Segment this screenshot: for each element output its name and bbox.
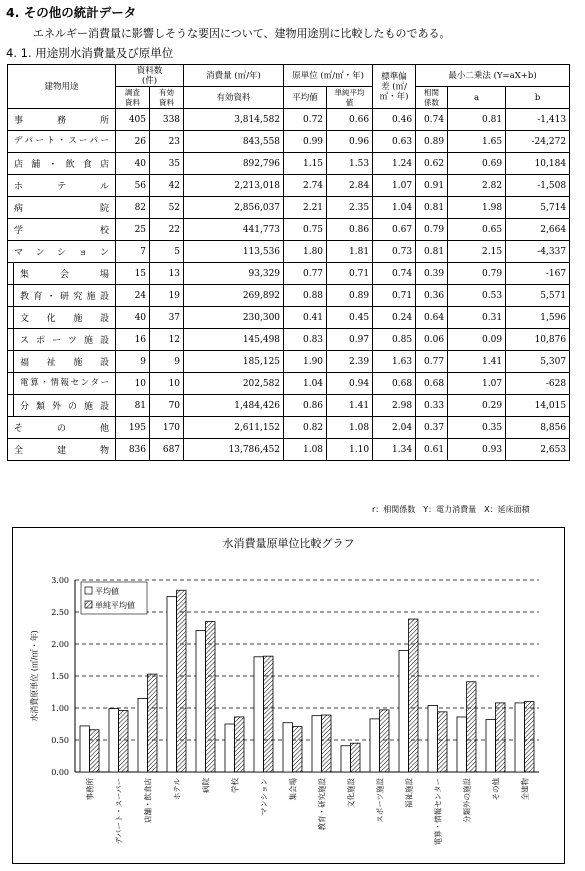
- cell-b: 2,653: [506, 439, 570, 461]
- cell-surveyed: 56: [116, 175, 150, 197]
- cell-valid: 170: [150, 417, 184, 439]
- table-row: [8, 175, 570, 197]
- x-tick-label: 教育・研究施設: [317, 778, 327, 831]
- cell-std: 0.71: [373, 285, 416, 307]
- cell-r: 0.06: [416, 329, 448, 351]
- cell-surveyed: 15: [116, 263, 150, 285]
- cell-surveyed: 81: [116, 395, 150, 417]
- bar-simple-avg: [206, 622, 216, 772]
- cell-std: 0.46: [373, 109, 416, 131]
- cell-simple-avg: 0.66: [327, 109, 373, 131]
- row-label: 全建物: [8, 439, 116, 461]
- cell-consumption: 202,582: [184, 373, 284, 395]
- cell-b: 8,856: [506, 417, 570, 439]
- row-label: 電算・情報センター: [14, 373, 116, 395]
- bar-avg: [283, 723, 293, 772]
- cell-simple-avg: 2.35: [327, 197, 373, 219]
- cell-surveyed: 40: [116, 307, 150, 329]
- cell-avg: 0.75: [284, 219, 327, 241]
- cell-a: 2.82: [448, 175, 506, 197]
- cell-avg: 1.08: [284, 439, 327, 461]
- bar-simple-avg: [467, 682, 477, 772]
- cell-std: 1.34: [373, 439, 416, 461]
- cell-b: 10,184: [506, 153, 570, 175]
- cell-r: 0.91: [416, 175, 448, 197]
- bar-simple-avg: [264, 656, 274, 772]
- cell-valid: 338: [150, 109, 184, 131]
- table-row: [8, 329, 570, 351]
- cell-std: 0.74: [373, 263, 416, 285]
- x-tick-label: マンション: [259, 778, 269, 816]
- header-unit: 原単位 (㎥/㎡・年): [284, 65, 373, 87]
- bar-simple-avg: [380, 710, 390, 772]
- cell-surveyed: 25: [116, 219, 150, 241]
- cell-std: 0.68: [373, 373, 416, 395]
- legend-label: 平均値: [95, 587, 119, 596]
- bar-avg: [196, 631, 206, 772]
- cell-a: 0.09: [448, 329, 506, 351]
- y-tick-label: 0.50: [51, 736, 69, 745]
- cell-simple-avg: 1.81: [327, 241, 373, 263]
- header-a: a: [448, 87, 506, 109]
- y-tick-label: 2.50: [51, 608, 69, 617]
- table-row: [8, 197, 570, 219]
- cell-consumption: 1,484,426: [184, 395, 284, 417]
- cell-avg: 0.88: [284, 285, 327, 307]
- cell-avg: 2.74: [284, 175, 327, 197]
- cell-r: 0.33: [416, 395, 448, 417]
- row-label: 福祉施設: [14, 351, 116, 373]
- cell-surveyed: 10: [116, 373, 150, 395]
- cell-a: 0.53: [448, 285, 506, 307]
- cell-std: 0.73: [373, 241, 416, 263]
- y-tick-label: 2.00: [51, 640, 69, 649]
- row-label: 集会場: [14, 263, 116, 285]
- cell-consumption: 93,329: [184, 263, 284, 285]
- cell-consumption: 2,856,037: [184, 197, 284, 219]
- cell-surveyed: 40: [116, 153, 150, 175]
- bar-avg: [515, 703, 525, 772]
- bar-avg: [109, 709, 119, 772]
- bar-avg: [399, 650, 409, 772]
- y-tick-label: 1.50: [51, 672, 69, 681]
- cell-avg: 1.15: [284, 153, 327, 175]
- cell-r: 0.62: [416, 153, 448, 175]
- x-tick-label: その他: [491, 778, 501, 801]
- table-row: [8, 351, 570, 373]
- bar-simple-avg: [438, 712, 448, 772]
- cell-consumption: 145,498: [184, 329, 284, 351]
- cell-surveyed: 836: [116, 439, 150, 461]
- cell-consumption: 892,796: [184, 153, 284, 175]
- x-tick-label: デパート・スーパー: [114, 778, 124, 845]
- cell-std: 1.07: [373, 175, 416, 197]
- cell-avg: 0.86: [284, 395, 327, 417]
- bar-simple-avg: [496, 703, 506, 772]
- y-tick-label: 1.00: [51, 704, 69, 713]
- cell-std: 1.04: [373, 197, 416, 219]
- cell-a: 0.35: [448, 417, 506, 439]
- cell-consumption: 185,125: [184, 351, 284, 373]
- cell-consumption: 2,611,152: [184, 417, 284, 439]
- cell-valid: 22: [150, 219, 184, 241]
- cell-simple-avg: 1.10: [327, 439, 373, 461]
- cell-b: -167: [506, 263, 570, 285]
- bar-avg: [457, 717, 467, 772]
- cell-a: 0.93: [448, 439, 506, 461]
- bar-simple-avg: [351, 743, 361, 772]
- cell-avg: 0.41: [284, 307, 327, 329]
- cell-simple-avg: 1.41: [327, 395, 373, 417]
- cell-std: 0.63: [373, 131, 416, 153]
- cell-a: 1.65: [448, 131, 506, 153]
- header-consumption: 消費量 (㎥/年): [184, 65, 284, 87]
- row-label: その他: [8, 417, 116, 439]
- cell-consumption: 113,536: [184, 241, 284, 263]
- header-use: 建物用途: [8, 65, 116, 109]
- row-label: 分類外の施設: [14, 395, 116, 417]
- cell-surveyed: 405: [116, 109, 150, 131]
- cell-valid: 35: [150, 153, 184, 175]
- chart-frame: [12, 527, 565, 864]
- bar-avg: [225, 724, 235, 772]
- row-label: 店舗・飲食店: [8, 153, 116, 175]
- x-tick-label: 病院: [201, 778, 211, 793]
- page-heading: 4. その他の統計データ: [6, 5, 137, 20]
- cell-valid: 687: [150, 439, 184, 461]
- cell-simple-avg: 2.39: [327, 351, 373, 373]
- cell-a: 0.69: [448, 153, 506, 175]
- cell-std: 0.24: [373, 307, 416, 329]
- cell-b: 2,664: [506, 219, 570, 241]
- header-simple-avg: 単純平均 値: [327, 87, 373, 109]
- intro-text: エネルギー消費量に影響しそうな要因について、建物用途別に比較したものである。: [33, 27, 451, 40]
- row-label: マンション: [8, 241, 116, 263]
- cell-simple-avg: 0.97: [327, 329, 373, 351]
- row-label: デパート・スーパー: [8, 131, 116, 153]
- x-tick-label: 集会場: [288, 778, 298, 801]
- table-row: [8, 373, 570, 395]
- cell-valid: 5: [150, 241, 184, 263]
- x-tick-label: 分類外の施設: [462, 778, 472, 823]
- cell-r: 0.37: [416, 417, 448, 439]
- bar-simple-avg: [293, 727, 303, 772]
- cell-simple-avg: 0.45: [327, 307, 373, 329]
- bar-avg: [428, 705, 438, 772]
- table-row: [8, 219, 570, 241]
- header-avg: 平均値: [284, 87, 327, 109]
- header-r: 相関 係数: [416, 87, 448, 109]
- header-lsq: 最小二乗法 (Y=aX+b): [416, 65, 570, 87]
- row-label: 学校: [8, 219, 116, 241]
- cell-valid: 19: [150, 285, 184, 307]
- x-tick-label: 学校: [230, 778, 240, 793]
- cell-valid: 23: [150, 131, 184, 153]
- bar-avg: [80, 726, 90, 772]
- x-tick-label: 電算・情報センター: [433, 778, 443, 846]
- cell-valid: 12: [150, 329, 184, 351]
- cell-surveyed: 24: [116, 285, 150, 307]
- cell-b: 14,015: [506, 395, 570, 417]
- header-valid: 有効 資料: [150, 87, 184, 109]
- table-row: [8, 109, 570, 131]
- cell-simple-avg: 0.71: [327, 263, 373, 285]
- table-row: [8, 439, 570, 461]
- cell-b: 10,876: [506, 329, 570, 351]
- bar-chart: [13, 528, 566, 865]
- cell-b: -1,413: [506, 109, 570, 131]
- cell-b: 5,571: [506, 285, 570, 307]
- cell-r: 0.81: [416, 241, 448, 263]
- cell-r: 0.77: [416, 351, 448, 373]
- header-consumption-sub: 有効資料: [184, 87, 284, 109]
- bar-avg: [341, 746, 351, 772]
- cell-std: 2.04: [373, 417, 416, 439]
- cell-r: 0.74: [416, 109, 448, 131]
- cell-b: 1,596: [506, 307, 570, 329]
- bar-avg: [370, 719, 380, 772]
- cell-consumption: 843,558: [184, 131, 284, 153]
- cell-std: 2.98: [373, 395, 416, 417]
- header-count: 資料数 (件): [116, 65, 184, 87]
- cell-b: -24,272: [506, 131, 570, 153]
- cell-std: 1.63: [373, 351, 416, 373]
- cell-a: 0.65: [448, 219, 506, 241]
- bar-simple-avg: [525, 702, 535, 772]
- x-tick-label: 事務所: [85, 778, 95, 801]
- cell-a: 0.79: [448, 263, 506, 285]
- cell-b: -4,337: [506, 241, 570, 263]
- bar-avg: [254, 657, 264, 772]
- cell-valid: 52: [150, 197, 184, 219]
- bar-avg: [486, 720, 496, 772]
- cell-b: -1,508: [506, 175, 570, 197]
- cell-b: 5,307: [506, 351, 570, 373]
- header-surveyed: 調査 資料: [116, 87, 150, 109]
- y-tick-label: 0.00: [51, 768, 69, 777]
- bar-avg: [167, 597, 177, 772]
- cell-a: 0.29: [448, 395, 506, 417]
- table-row: [8, 241, 570, 263]
- cell-surveyed: 7: [116, 241, 150, 263]
- row-label: スポーツ施設: [14, 329, 116, 351]
- cell-avg: 1.04: [284, 373, 327, 395]
- cell-r: 0.36: [416, 285, 448, 307]
- x-tick-label: 福祉施設: [404, 778, 414, 808]
- cell-simple-avg: 0.94: [327, 373, 373, 395]
- cell-valid: 70: [150, 395, 184, 417]
- table-row: [8, 417, 570, 439]
- row-label: ホテル: [8, 175, 116, 197]
- x-tick-label: 全建物: [520, 778, 530, 801]
- y-axis-label: 水消費原単位 (㎥/㎡・年): [30, 630, 39, 722]
- bar-avg: [138, 698, 148, 772]
- bar-avg: [312, 716, 322, 772]
- cell-r: 0.68: [416, 373, 448, 395]
- x-tick-label: スポーツ施設: [375, 778, 385, 823]
- table-row: [8, 285, 570, 307]
- cell-surveyed: 82: [116, 197, 150, 219]
- x-tick-label: ホテル: [172, 778, 182, 801]
- cell-a: 2.15: [448, 241, 506, 263]
- cell-simple-avg: 0.89: [327, 285, 373, 307]
- cell-avg: 1.90: [284, 351, 327, 373]
- cell-consumption: 2,213,018: [184, 175, 284, 197]
- bar-simple-avg: [177, 590, 187, 772]
- bar-simple-avg: [235, 717, 245, 772]
- cell-consumption: 230,300: [184, 307, 284, 329]
- section-heading: 4. 1. 用途別水消費量及び原単位: [6, 46, 174, 60]
- row-label: 病院: [8, 197, 116, 219]
- table-row: [8, 263, 570, 285]
- cell-surveyed: 9: [116, 351, 150, 373]
- cell-avg: 0.83: [284, 329, 327, 351]
- cell-surveyed: 195: [116, 417, 150, 439]
- cell-avg: 2.21: [284, 197, 327, 219]
- cell-consumption: 441,773: [184, 219, 284, 241]
- cell-r: 0.81: [416, 197, 448, 219]
- table-footnote: r：相関係数 Y：電力消費量 X：延床面積: [372, 505, 530, 514]
- bar-simple-avg: [119, 711, 129, 772]
- cell-avg: 0.77: [284, 263, 327, 285]
- cell-consumption: 3,814,582: [184, 109, 284, 131]
- legend-swatch: [85, 601, 92, 608]
- cell-a: 0.31: [448, 307, 506, 329]
- cell-avg: 0.72: [284, 109, 327, 131]
- y-tick-label: 3.00: [51, 576, 69, 585]
- cell-b: 5,714: [506, 197, 570, 219]
- cell-a: 1.07: [448, 373, 506, 395]
- cell-surveyed: 16: [116, 329, 150, 351]
- table-row: [8, 307, 570, 329]
- cell-valid: 42: [150, 175, 184, 197]
- cell-std: 0.67: [373, 219, 416, 241]
- cell-valid: 9: [150, 351, 184, 373]
- cell-a: 0.81: [448, 109, 506, 131]
- cell-simple-avg: 0.96: [327, 131, 373, 153]
- header-b: b: [506, 87, 570, 109]
- cell-simple-avg: 2.84: [327, 175, 373, 197]
- statistics-table: [7, 64, 570, 461]
- cell-avg: 0.99: [284, 131, 327, 153]
- bar-simple-avg: [409, 619, 419, 772]
- cell-r: 0.89: [416, 131, 448, 153]
- x-tick-label: 店舗・飲食店: [143, 778, 153, 823]
- table-row: [8, 131, 570, 153]
- cell-b: -628: [506, 373, 570, 395]
- cell-std: 1.24: [373, 153, 416, 175]
- bar-simple-avg: [322, 715, 332, 772]
- cell-a: 1.41: [448, 351, 506, 373]
- header-std: 標準偏 差 (㎥/ ㎡・年): [373, 65, 416, 109]
- cell-r: 0.61: [416, 439, 448, 461]
- cell-valid: 37: [150, 307, 184, 329]
- cell-std: 0.85: [373, 329, 416, 351]
- cell-simple-avg: 0.86: [327, 219, 373, 241]
- table-row: [8, 395, 570, 417]
- row-label: 教育・研究施設: [14, 285, 116, 307]
- cell-r: 0.64: [416, 307, 448, 329]
- cell-consumption: 13,786,452: [184, 439, 284, 461]
- row-label: 文化施設: [14, 307, 116, 329]
- cell-simple-avg: 1.53: [327, 153, 373, 175]
- cell-avg: 0.82: [284, 417, 327, 439]
- cell-valid: 13: [150, 263, 184, 285]
- cell-a: 1.98: [448, 197, 506, 219]
- chart-title: 水消費量原単位比較グラフ: [222, 537, 355, 550]
- cell-valid: 10: [150, 373, 184, 395]
- row-label: 事務所: [8, 109, 116, 131]
- cell-surveyed: 26: [116, 131, 150, 153]
- bar-simple-avg: [90, 730, 100, 772]
- cell-r: 0.39: [416, 263, 448, 285]
- cell-simple-avg: 1.08: [327, 417, 373, 439]
- cell-r: 0.79: [416, 219, 448, 241]
- cell-consumption: 269,892: [184, 285, 284, 307]
- table-row: [8, 153, 570, 175]
- bar-simple-avg: [148, 674, 158, 772]
- x-tick-label: 文化施設: [346, 778, 356, 808]
- cell-avg: 1.80: [284, 241, 327, 263]
- legend-swatch: [85, 587, 92, 594]
- legend-label: 単純平均値: [95, 601, 135, 610]
